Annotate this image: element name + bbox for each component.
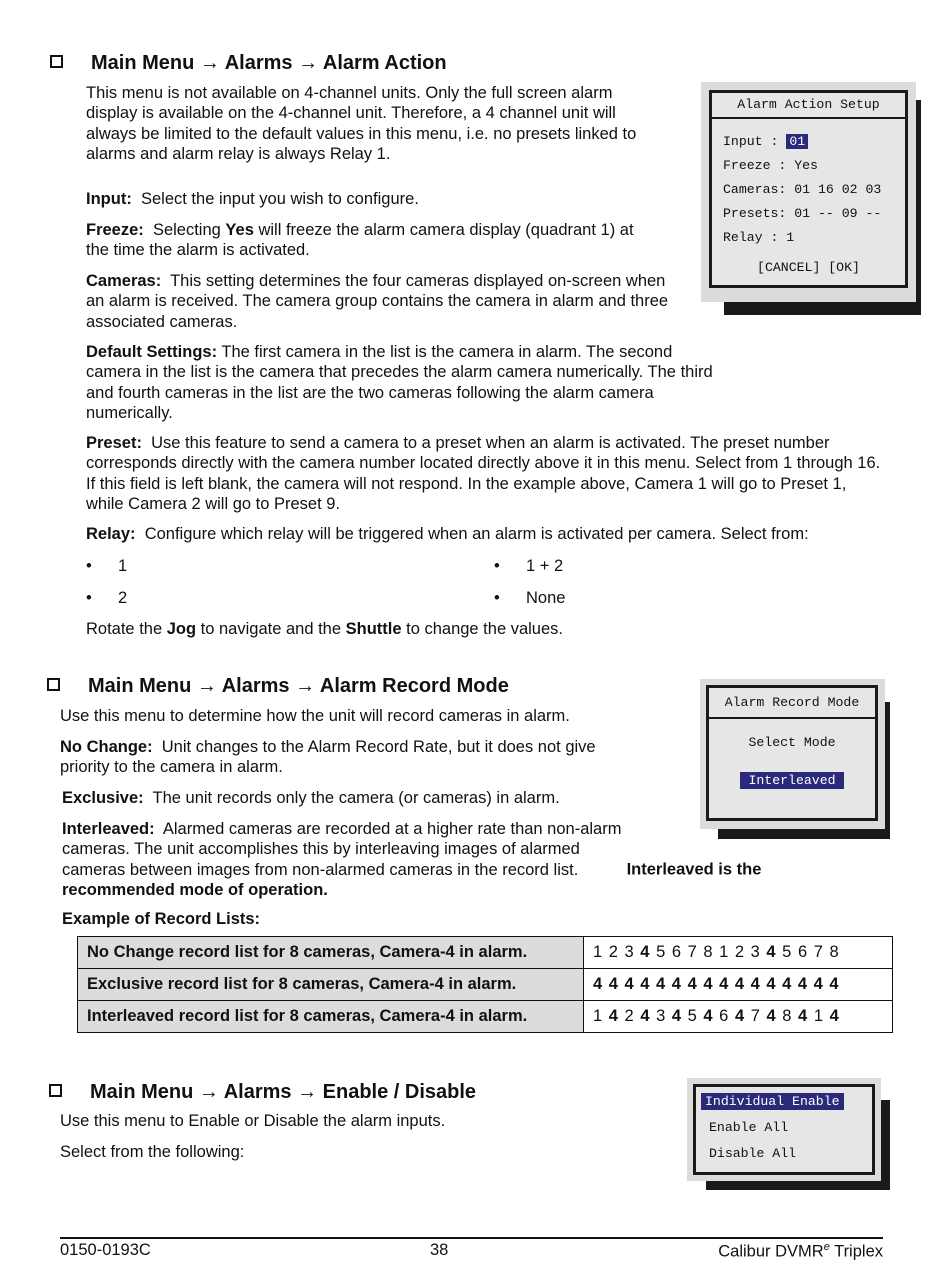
select-following-text: Select from the following:	[60, 1143, 245, 1161]
table-row	[78, 1001, 893, 1033]
screen-frame	[706, 685, 878, 821]
row-label: Exclusive record list for 8 cameras, Camera-4 in alarm.	[78, 969, 584, 1001]
alarm-action-setup-screen	[701, 82, 916, 302]
enable-all-option[interactable]: Enable All	[709, 1120, 789, 1135]
presets-line[interactable]: Presets: 01 -- 09 --	[723, 206, 882, 221]
section-heading-enable-disable: Main Menu → Alarms → Enable / Disable	[49, 1081, 476, 1104]
row-value: 1 2 3 4 5 6 7 8 1 2 3 4 5 6 7 8	[584, 937, 893, 969]
row-label: Interleaved record list for 8 cameras, Camera-4 in alarm.	[78, 1001, 584, 1033]
cameras-description: Cameras: This setting determines the four cameras displayed on-screen when an alarm is received. The camera group contains the camera in alarm and three associated cameras.	[86, 272, 669, 331]
screen-divider	[709, 717, 875, 719]
individual-enable-option[interactable]: Individual Enable	[701, 1093, 844, 1110]
relay-line[interactable]: Relay : 1	[723, 230, 795, 245]
section-heading-alarm-action	[50, 52, 447, 75]
row-label: No Change record list for 8 cameras, Camera-4 in alarm.	[78, 937, 584, 969]
row-value: 1 4 2 4 3 4 5 4 6 4 7 4 8 4 1 4	[584, 1001, 893, 1033]
default-settings-description: Default Settings: The first camera in the list is the camera in alarm. The second camera in the list is the camera that precedes the alarm camera numerically. The third and fourth cameras in the list are the two cameras following the alarm camera numerically.	[86, 343, 713, 422]
section-heading-alarm-record-mode: Main Menu → Alarms → Alarm Record Mode	[47, 675, 509, 698]
no-change-description: No Change: Unit changes to the Alarm Record Rate, but it does not give priority to the camera in alarm.	[60, 738, 596, 777]
relay-description: Relay: Configure which relay will be triggered when an alarm is activated per camera. Select from:	[86, 525, 809, 543]
input-description: Input: Select the input you wish to configure.	[86, 190, 419, 208]
screen-title: Alarm Record Mode	[724, 695, 860, 710]
input-value-field[interactable]: 01	[786, 134, 808, 149]
checkbox-bullet-icon	[50, 55, 63, 68]
checkbox-bullet-icon	[47, 678, 60, 691]
intro-paragraph: This menu is not available on 4-channel units. Only the full screen alarm display is available on the 4-channel unit. Therefore, a 4 channel unit will always be limited to the default values in this menu, i.e. no presets linked to alarms and alarm relay is always Relay 1.	[86, 84, 637, 163]
freeze-line[interactable]: Freeze : Yes	[723, 158, 818, 173]
table-row	[78, 937, 893, 969]
footer-doc-number: 0150-0193C	[60, 1241, 151, 1259]
select-mode-prompt: Select Mode	[748, 735, 836, 750]
footer-page-number: 38	[430, 1241, 449, 1259]
cancel-ok-buttons[interactable]: [CANCEL] [OK]	[757, 260, 860, 275]
mode-value-row	[709, 770, 875, 789]
example-record-lists-label: Example of Record Lists:	[62, 910, 261, 928]
enable-disable-screen	[687, 1078, 881, 1181]
enable-disable-intro: Use this menu to Enable or Disable the alarm inputs.	[60, 1112, 446, 1130]
preset-description: Preset: Use this feature to send a camera to a preset when an alarm is activated. The preset number corresponds directly with the camera number located directly above it in this menu. Select from 1 through 16. If this field is left blank, the camera will not respond. In the example above, Camera 1 will go to Preset 1, while Camera 2 will go to Preset 9.	[86, 434, 881, 513]
table-row	[78, 969, 893, 1001]
rotate-instructions: Rotate the Jog to navigate and the Shuttle to change the values.	[86, 620, 563, 638]
heading-title: Alarm Action	[322, 52, 447, 74]
checkbox-bullet-icon	[49, 1084, 62, 1097]
disable-all-option[interactable]: Disable All	[709, 1146, 797, 1161]
footer-rule	[60, 1237, 883, 1239]
interleaved-mode-option[interactable]: Interleaved	[740, 772, 843, 789]
screen-frame	[693, 1084, 875, 1175]
row-value: 4 4 4 4 4 4 4 4 4 4 4 4 4 4 4 4	[584, 969, 893, 1001]
alarm-record-mode-screen	[700, 679, 885, 829]
heading-path: Main Menu → Alarms →	[91, 52, 323, 74]
record-lists-table	[77, 936, 893, 1033]
footer-product-name: Calibur DVMR$^e$ Triplex	[718, 1241, 883, 1261]
record-mode-intro: Use this menu to determine how the unit will record cameras in alarm.	[60, 707, 570, 725]
freeze-description: Freeze: Selecting Yes will freeze the alarm camera display (quadrant 1) at the time the alarm is activated.	[86, 221, 634, 260]
exclusive-description: Exclusive: The unit records only the camera (or cameras) in alarm.	[62, 789, 560, 807]
screen-title: Alarm Action Setup	[737, 97, 880, 112]
cameras-line[interactable]: Cameras: 01 16 02 03	[723, 182, 882, 197]
interleaved-description: Interleaved: Alarmed cameras are recorded at a higher rate than non-alarm cameras. The unit accomplishes this by interleaving images of alarmed cameras between images from non-alarmed cameras in the record list. Interleaved is the recommended mode of operation.	[62, 820, 762, 899]
input-line: Input : 01	[723, 134, 808, 149]
screen-frame	[709, 90, 908, 288]
screen-divider	[712, 117, 905, 119]
